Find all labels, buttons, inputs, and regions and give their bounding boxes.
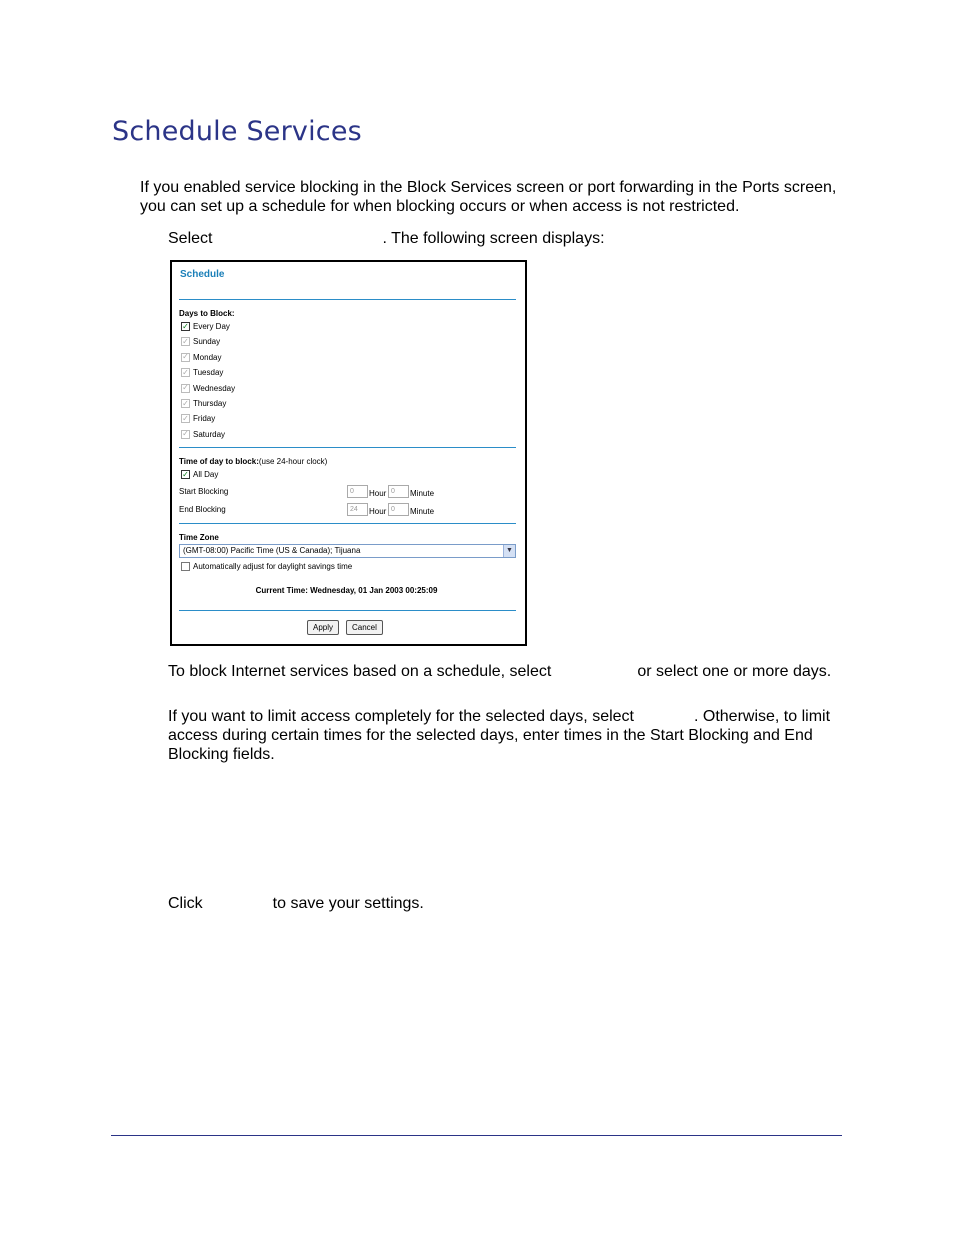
days-step-prefix: To block Internet services based on a schedule, select (168, 663, 552, 680)
day-label: Wednesday (193, 383, 236, 393)
chevron-down-icon[interactable]: ▼ (503, 545, 515, 557)
current-time: Current Time: Wednesday, 01 Jan 2003 00:25:09 (255, 586, 438, 595)
day-checkbox: ✓ (182, 398, 189, 408)
day-checkbox-row[interactable] (181, 414, 215, 423)
start-hour-unit: Hour (369, 489, 387, 498)
end-minute-unit: Minute (410, 507, 435, 516)
apply-button[interactable]: Apply (307, 620, 339, 635)
day-checkbox: ✓ (182, 367, 189, 377)
click-step-prefix: Click (168, 895, 203, 912)
end-hour-unit: Hour (369, 507, 387, 516)
click-step (168, 894, 568, 913)
time-zone-label: Time Zone (179, 533, 219, 542)
day-checkbox-row[interactable] (181, 430, 225, 439)
time-zone-select[interactable] (179, 544, 516, 558)
day-label: Every Day (193, 322, 230, 331)
day-checkbox: ✓ (182, 429, 189, 439)
time-zone-value: (GMT-08:00) Pacific Time (US & Canada); Tijuana (183, 546, 361, 555)
dst-checkbox[interactable] (181, 562, 190, 571)
page-heading: Schedule Services (112, 116, 362, 147)
day-label: Saturday (193, 429, 226, 439)
day-label: Monday (193, 352, 222, 362)
limit-step-prefix: If you want to limit access completely for the selected days, select (168, 708, 634, 725)
limit-step-suffix: . Otherwise, to limit access during certain times for the selected days, enter times in the Start Blocking and End Blocking fields. (168, 708, 831, 763)
cancel-button[interactable]: Cancel (346, 620, 383, 635)
start-minute-unit: Minute (410, 489, 435, 498)
time-of-day-note: (use 24-hour clock) (258, 457, 328, 466)
divider (179, 299, 516, 300)
dst-label: Automatically adjust for daylight savings time (193, 562, 353, 571)
start-minute-input[interactable]: 0 (388, 485, 409, 498)
schedule-screen-title: Schedule (180, 269, 225, 280)
select-step (168, 229, 848, 248)
day-checkbox: ✓ (182, 352, 189, 362)
divider (179, 523, 516, 524)
time-of-day-label-main: Time of day to block: (179, 457, 259, 466)
start-blocking-label: Start Blocking (179, 487, 229, 496)
all-day-label: All Day (193, 470, 219, 479)
day-checkbox: ✓ (182, 413, 189, 423)
day-label: Sunday (193, 337, 221, 347)
day-checkbox-row[interactable] (181, 384, 235, 393)
day-checkbox[interactable]: ✓ (182, 321, 189, 331)
day-checkbox-row[interactable] (181, 322, 230, 331)
end-hour-input[interactable]: 24 (347, 503, 368, 516)
time-of-day-label (179, 457, 327, 466)
end-minute-input[interactable]: 0 (388, 503, 409, 516)
schedule-screen (170, 260, 527, 646)
footer-rule (111, 1135, 842, 1136)
day-checkbox: ✓ (182, 383, 189, 393)
click-step-suffix: to save your settings. (272, 895, 424, 912)
days-step-suffix: or select one or more days. (637, 663, 832, 680)
days-to-block-label: Days to Block: (179, 309, 235, 318)
intro-paragraph: If you enabled service blocking in the Block Services screen or port forwarding in the Ports screen, you can set up a schedule for when blocking occurs or when access is not restricted. (140, 179, 837, 215)
day-checkbox: ✓ (182, 336, 189, 346)
day-checkbox-row[interactable] (181, 368, 223, 377)
limit-step (168, 707, 840, 764)
day-label: Tuesday (193, 368, 224, 378)
end-blocking-label: End Blocking (179, 505, 226, 514)
divider (179, 610, 516, 611)
start-hour-input[interactable]: 0 (347, 485, 368, 498)
dst-checkbox-row[interactable] (181, 562, 352, 571)
divider (179, 447, 516, 448)
select-step-prefix: Select (168, 230, 213, 247)
day-checkbox-row[interactable] (181, 337, 220, 346)
day-checkbox-row[interactable] (181, 399, 226, 408)
day-checkbox-row[interactable] (181, 353, 221, 362)
day-label: Thursday (193, 399, 227, 408)
all-day-checkbox[interactable]: ✓ (182, 469, 189, 479)
day-label: Friday (193, 414, 216, 424)
all-day-checkbox-row[interactable] (181, 470, 218, 479)
days-step (168, 662, 840, 681)
select-step-suffix: . The following screen displays: (382, 230, 605, 247)
